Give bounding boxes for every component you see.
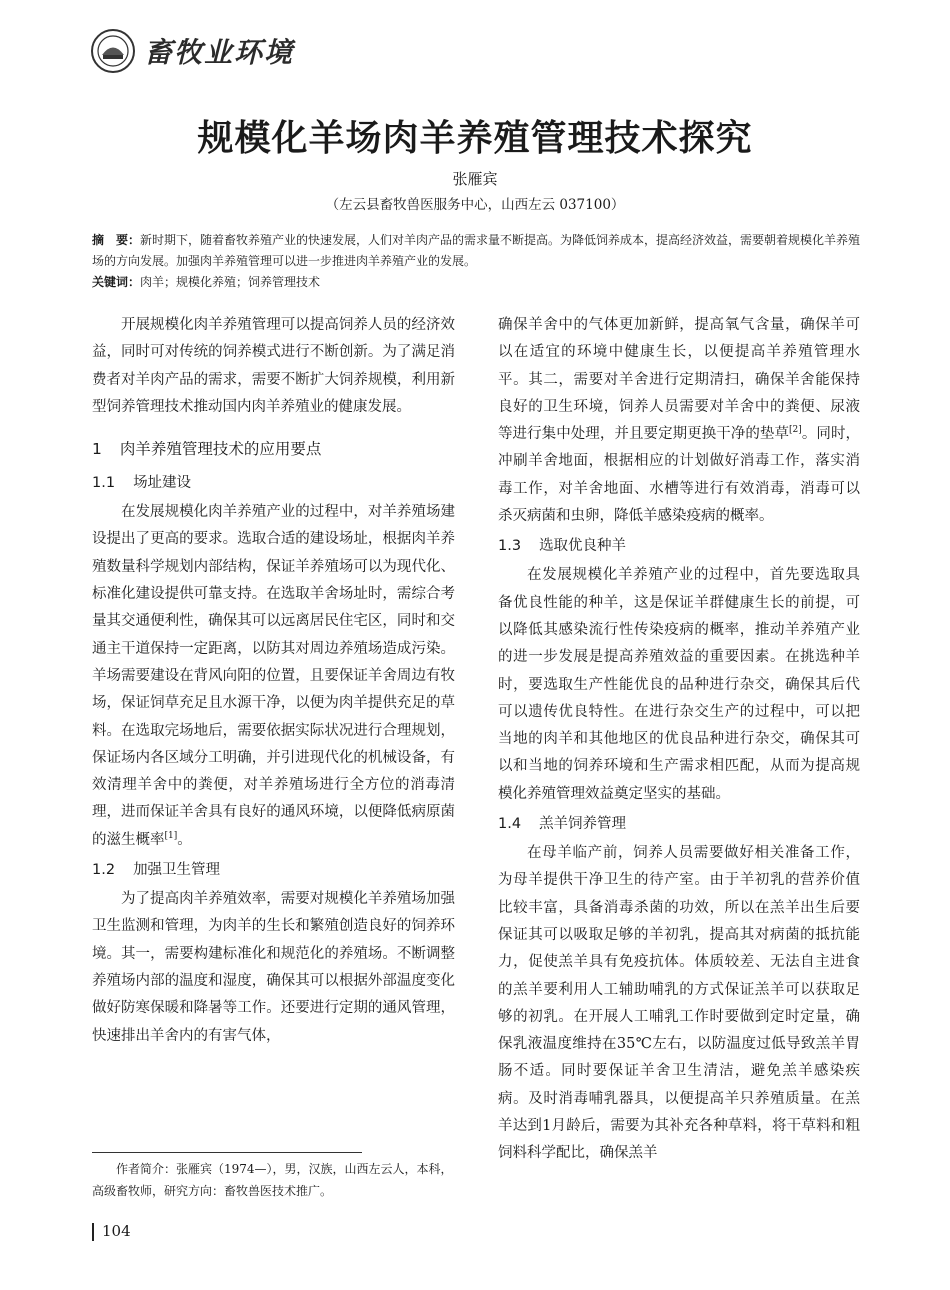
author-footnote: 作者简介：张雁宾（1974—），男，汉族，山西左云人，本科，高级畜牧师，研究方向：畜牧兽医技术推广。 [92,1162,453,1198]
section-1-4-paragraph: 在母羊临产前，饲养人员需要做好相关准备工作，为母羊提供干净卫生的待产室。由于羊初乳的营养价值比较丰富，具备消毒杀菌的功效，所以在羔羊出生后要保证其可以吸取足够的羊初乳，提高其对病菌的抵抗能力，促使羔羊具有免疫抗体。体质较差、无法自主进食的羔羊要利用人工辅助哺乳的方式保证羔羊可以获取足够的初乳。在开展人工哺乳工作时要做到定时定量，确保乳液温度维持在35℃左右，以防温度过低导致羔羊胃肠不适。同时要保证羊舍卫生清洁，避免羔羊感染疾病。及时消毒哺乳器具，以便提高羊只养殖质量。在羔羊达到1月龄后，需要为其补充各种草料，将干草料和粗饲料科学配比，确保羔羊 [498,845,860,1162]
journal-seal-icon [90,28,136,74]
section-1-3-paragraph: 在发展规模化羊养殖产业的过程中，首先要选取具备优良性能的种羊，这是保证羊群健康生长的前提，可以降低其感染流行性传染疫病的概率，推动羊养殖产业的进一步发展是提高养殖效益的重要因素。在挑选种羊时，要选取生产性能优良的品种进行杂交，确保其后代可以遗传优良特性。在进行杂交生产的过程中，可以把当地的肉羊和其他地区的优良品种进行杂交，确保其可以和当地的饲养环境和生产需求相匹配，从而为提高规模化养殖管理效益奠定坚实的基础。 [498,567,860,802]
article-author: 张雁宾 [452,170,498,188]
section-heading-1-2: 1.2 加强卫生管理 [92,862,221,879]
section-heading-1: 1 肉羊养殖管理技术的应用要点 [92,440,322,459]
abstract-text: 新时期下，随着畜牧养殖产业的快速发展，人们对羊肉产品的需求量不断提高。为降低饲养成本，提高经济效益，需要朝着规模化羊养殖场的方向发展。加强肉羊养殖管理可以进一步推进肉羊养殖产业的发展。 [92,233,861,268]
article-title: 规模化羊场肉羊养殖管理技术探究 [197,118,753,159]
citation-ref: [1] [164,830,178,841]
section-heading-1-3: 1.3 选取优良种羊 [498,538,627,555]
journal-header [90,26,294,76]
column-left [92,312,455,1150]
section-heading-1-1: 1.1 场址建设 [92,475,192,492]
intro-paragraph: 开展规模化肉羊养殖管理可以提高饲养人员的经济效益，同时可对传统的饲养模式进行不断创新。为了满足消费者对羊肉产品的需求，需要不断扩大饲养规模，利用新型饲养管理技术推动国内肉羊养殖业的健康发展。 [92,317,455,415]
keywords-label: 关键词： [92,275,141,289]
author-affiliation: （左云县畜牧兽医服务中心，山西左云 037100） [325,197,625,213]
section-1-1-paragraph: 在发展规模化肉羊养殖产业的过程中，对羊养殖场建设提出了更高的要求。选取合适的建设场址，根据肉羊养殖数量科学规划内部结构，保证羊养殖场可以为现代化、标准化建设提供可靠支持。在选取羊舍场址时，需综合考量其交通便利性，确保其可以远离居民住宅区，同时和交通主干道保持一定距离，以防其对周边养殖场造成污染。羊场需要建设在背风向阳的位置，且要保证羊舍周边有牧场，保证饲草充足且水源干净，以便为肉羊提供充足的草料。在选取完场地后，需要依据实际状况进行合理规划，保证场内各区域分工明确，并引进现代化的机械设备，有效清理羊舍中的粪便，对羊养殖场进行全方位的消毒清理，进而保证羊舍具有良好的通风环境，以便降低病原菌的滋生概率[1]。 [92,504,455,848]
footnote-divider [92,1152,362,1153]
section-1-2-paragraph: 为了提高肉羊养殖效率，需要对规模化羊养殖场加强卫生监测和管理，为肉羊的生长和繁殖创造良好的饲养环境。其一，需要构建标准化和规范化的养殖场。不断调整养殖场内部的温度和湿度，确保其可以根据外部温度变化做好防寒保暖和降暑等工作。还要进行定期的通风管理，快速排出羊舍内的有害气体， [92,891,455,1044]
page-number: 104 [92,1222,131,1241]
journal-name: 畜牧业环境 [144,36,295,69]
section-1-2-continued: 确保羊舍中的气体更加新鲜，提高氧气含量，确保羊可以在适宜的环境中健康生长，以便提高羊养殖管理水平。其二，需要对羊舍进行定期清扫，确保羊舍能保持良好的卫生环境，饲养人员需要对羊舍中的粪便、尿液等进行集中处理，并且要定期更换干净的垫草[2]。同时，冲刷羊舍地面，根据相应的计划做好消毒工作，落实消毒工作，对羊舍地面、水槽等进行有效消毒，消毒可以杀灭病菌和虫卵，降低羊感染疫病的概率。 [498,317,861,525]
keywords [92,272,862,293]
abstract-label: 摘 要： [92,233,141,247]
column-right [498,312,860,1168]
section-heading-1-4: 1.4 羔羊饲养管理 [498,816,627,833]
keywords-text: 肉羊；规模化养殖；饲养管理技术 [140,275,321,289]
citation-ref: [2] [789,425,802,436]
abstract [92,230,862,272]
